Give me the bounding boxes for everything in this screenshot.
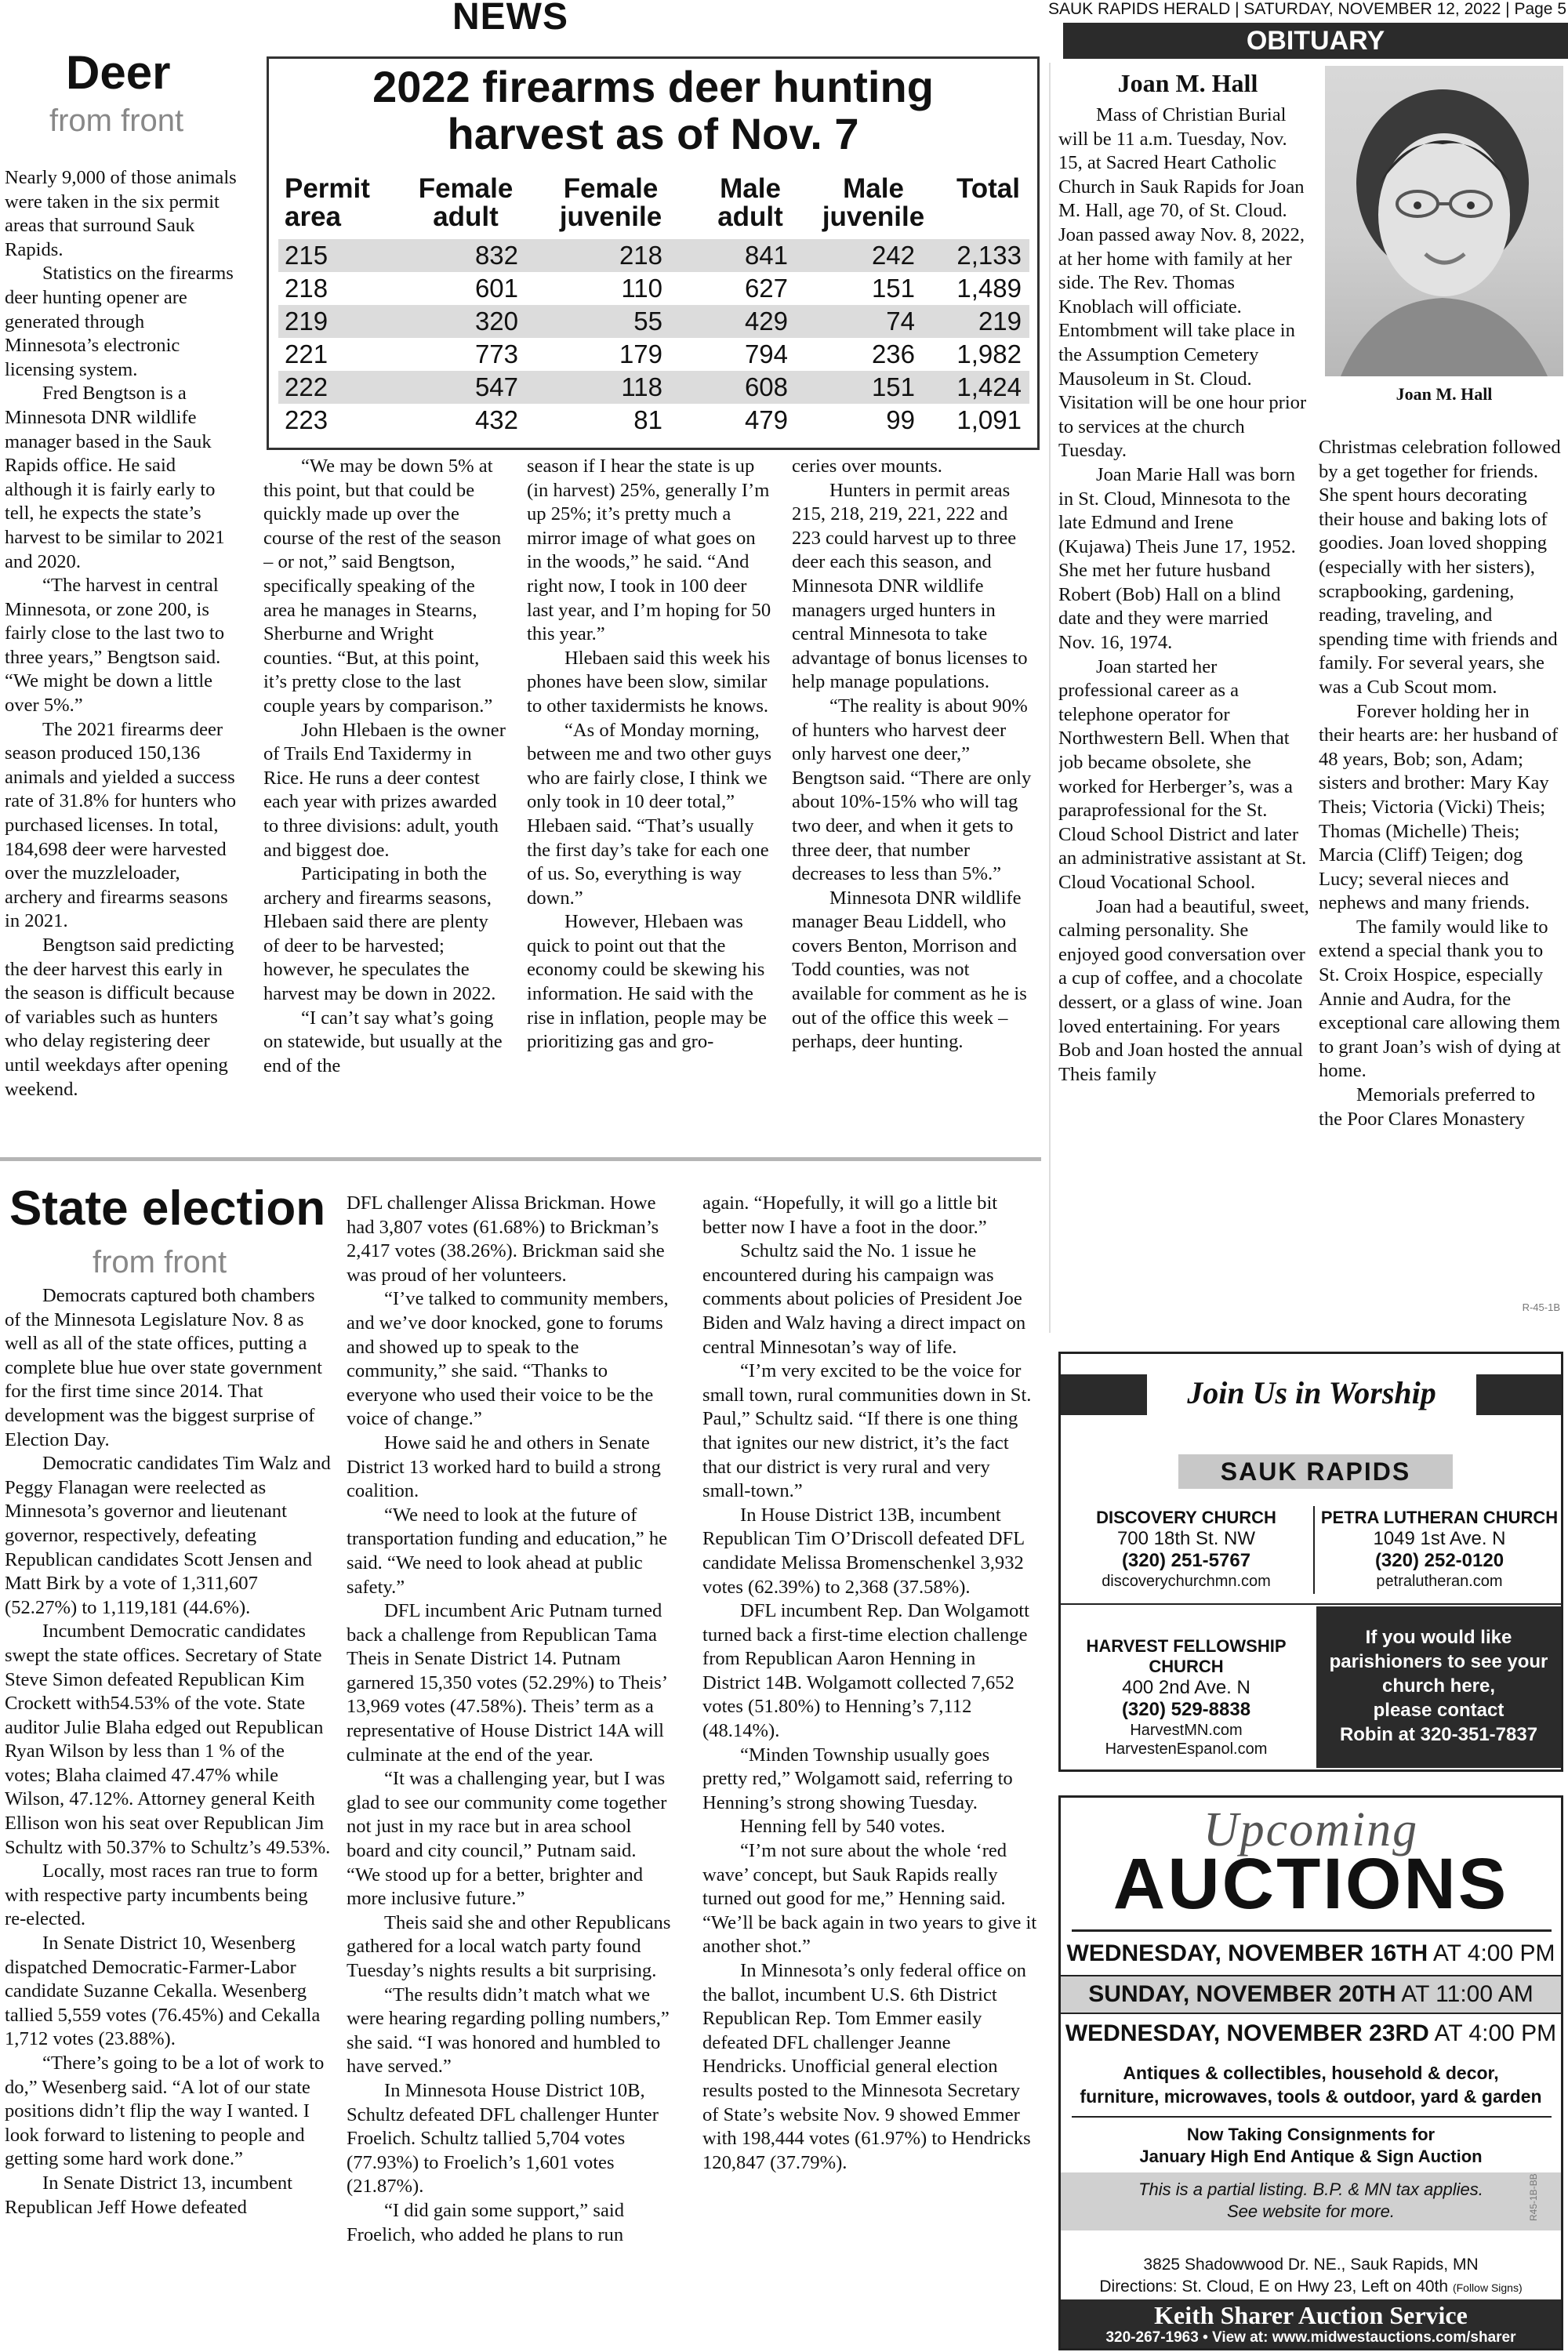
- worship-ad: [1058, 1352, 1563, 1772]
- photo-caption: Joan M. Hall: [1396, 384, 1493, 404]
- auction-day: WEDNESDAY, NOVEMBER 23RD: [1065, 2020, 1429, 2046]
- deer-column-2: [263, 455, 506, 1152]
- auction-footer: [1061, 2299, 1561, 2348]
- table-cell: 429: [744, 307, 788, 336]
- table-cell: 74: [886, 307, 915, 336]
- table-row: [278, 404, 1029, 437]
- table-cell: 794: [744, 339, 788, 368]
- table-cell: 773: [474, 339, 518, 368]
- paragraph: Nearly 9,000 of those animals were taken in the six permit areas that surround Sauk Rapids.: [5, 167, 237, 260]
- auction-script-title: Upcoming: [1203, 1803, 1419, 1857]
- paragraph: In Minnesota’s only federal office on the ballot, incumbent U.S. 6th District Republican Rep. Tom Emmer easily defeated DFL challenger Jeanne Hendricks. Unofficial general election results posted to the Minnesota Secretary of State’s website Nov. 9 showed Emmer with 198,444 votes (61.97%) to Hendricks 120,847 (37.79%).: [702, 1960, 1031, 2173]
- column-header: Female juvenile: [559, 173, 662, 232]
- paragraph: again. “Hopefully, it will go a little bit better now I have a foot in the door.”: [702, 1192, 998, 1238]
- follow-signs: (Follow Signs): [1452, 2281, 1523, 2294]
- auction-partial-note: [1061, 2172, 1561, 2230]
- promo-line: Robin at 320-351-7837: [1339, 1724, 1538, 1745]
- paragraph: “There’s going to be a lot of work to do,” Wesenberg said. “A lot of our state positions didn’t flip the way I wanted. I look forward to listening to people and getting some hard work done.”: [5, 2053, 325, 2170]
- paragraph: Fred Bengtson is a Minnesota DNR wildlife manager based in the Sauk Rapids office. He said although it is fairly early to tell, he expects the state’s harvest to be similar to 2021 and 2020.: [5, 383, 225, 572]
- table-cell: 215: [285, 241, 328, 270]
- paragraph: Democratic candidates Tim Walz and Peggy Flanagan were reelected as Minnesota’s governor and lieutenant governor, respectively, defeating Republican candidates Scott Jensen and Matt Birk by a vote of 1,311,607 (52.27%) to 1,119,181 (44.6%).: [5, 1453, 331, 1618]
- deer-column-1: [5, 166, 240, 1146]
- portrait-photo: [1325, 66, 1563, 376]
- obituary-column-1: [1058, 103, 1309, 1327]
- church-block[interactable]: [1061, 1508, 1312, 1591]
- paragraph: “I’m not sure about the whole ‘red wave’ concept, but Sauk Rapids really turned out good for me,” Henning said. “We’ll be back again in two years to give it another shot.”: [702, 1840, 1037, 1958]
- column-header: Male adult: [717, 173, 783, 232]
- table-cell: 151: [871, 372, 915, 401]
- paragraph: Democrats captured both chambers of the Minnesota Legislature Nov. 8 as well as all of the state offices, putting a complete blue hue over state government for the first time since 2014. That development was the biggest surprise of Election Day.: [5, 1285, 322, 1450]
- items-line: Antiques & collectibles, household & decor,: [1123, 2063, 1499, 2083]
- table-cell: 320: [474, 307, 518, 336]
- company-contact[interactable]: 320-267-1963 • View at: www.midwestauctions.com/sharer: [1105, 2329, 1516, 2346]
- church-address: 400 2nd Ave. N: [1122, 1677, 1250, 1698]
- table-cell: 222: [285, 372, 328, 401]
- table-cell: 236: [871, 339, 915, 368]
- horizontal-divider: [1061, 1603, 1561, 1605]
- promo-line: If you would like: [1365, 1627, 1512, 1648]
- auction-ad-code: R45-1B-BB: [1528, 2173, 1539, 2221]
- paragraph: DFL challenger Alissa Brickman. Howe had 3,807 votes (61.68%) to Brickman’s 2,417 votes (38.26%). Brickman said she was proud of her volunteers.: [347, 1192, 665, 1286]
- auction-directions: [1061, 2278, 1561, 2296]
- paragraph: “I did gain some support,” said Froelich, who added he plans to run: [347, 2199, 624, 2245]
- table-cell: 55: [633, 307, 662, 336]
- table-row: [278, 305, 1029, 338]
- section-divider: [0, 1157, 1041, 1161]
- auction-day: WEDNESDAY, NOVEMBER 16TH: [1066, 1940, 1428, 1966]
- church-name: DISCOVERY CHURCH: [1096, 1508, 1276, 1527]
- table-cell: 479: [744, 405, 788, 434]
- church-phone: (320) 251-5767: [1121, 1550, 1251, 1571]
- items-rule: [1072, 2116, 1552, 2118]
- paragraph: Henning fell by 540 votes.: [740, 1816, 946, 1838]
- paragraph: Joan started her professional career as a telephone operator for Northwestern Bell. When that job became obsolete, she worked for Herberger’s, was a paraprofessional for the St. Cloud School District and later an administrative assistant at St. Cloud Vocational School.: [1058, 655, 1307, 893]
- column-header: Female adult: [418, 173, 514, 232]
- table-cell: 1,489: [956, 274, 1022, 303]
- column-header: Permit area: [285, 173, 370, 232]
- obituary-column-2: [1319, 436, 1563, 1306]
- church-website[interactable]: discoverychurchmn.com: [1102, 1573, 1271, 1590]
- paragraph: “I’m very excited to be the voice for small town, rural communities down in St. Paul,” Schultz said. “If there is one thing that ignites our new district, it’s the fact that our district is very rural and very small-town.”: [702, 1360, 1032, 1502]
- directions-text: Directions: St. Cloud, E on Hwy 23, Left on 40th: [1099, 2278, 1449, 2296]
- deer-jump-label: from front: [49, 103, 184, 138]
- city-band: SAUK RAPIDS: [1178, 1454, 1453, 1489]
- paragraph: In Senate District 13, incumbent Republican Jeff Howe defeated: [5, 2172, 292, 2218]
- promo-line: parishioners to see your: [1329, 1651, 1548, 1672]
- paragraph: Schultz said the No. 1 issue he encountered during his campaign was comments about policies of President Joe Biden and Walz having a direct impact on central Minnesotan’s way of life.: [702, 1240, 1026, 1358]
- table-cell: 1,982: [956, 339, 1022, 368]
- paragraph: “I can’t say what’s going on statewide, but usually at the end of the: [263, 1007, 503, 1076]
- election-column-1: [5, 1284, 331, 2347]
- table-cell: 218: [285, 274, 328, 303]
- column-divider: [1049, 63, 1051, 1333]
- paragraph: In Senate District 10, Wesenberg dispatched Democratic-Farmer-Labor candidate Suzanne Cekalla. Wesenberg tallied 5,559 votes (76.45%) and Cekalla 1,712 votes (23.88%).: [5, 1933, 321, 2050]
- table-cell: 99: [886, 405, 915, 434]
- harvest-table: [267, 56, 1040, 450]
- obituary-label: OBITUARY: [1063, 23, 1568, 59]
- election-headline: State election: [9, 1181, 326, 1236]
- auction-date: [1061, 2016, 1561, 2052]
- column-header: Male juvenile: [822, 173, 925, 232]
- church-phone: (320) 529-8838: [1121, 1699, 1251, 1720]
- auction-date: [1061, 1936, 1561, 1972]
- table-cell: 81: [633, 405, 662, 434]
- table-cell: 179: [619, 339, 662, 368]
- table-cell: 841: [744, 241, 788, 270]
- table-cell: 223: [285, 405, 328, 434]
- paragraph: Participating in both the archery and firearms seasons, Hlebaen said there are plenty of deer to be harvested; however, he speculates the harvest may be down in 2022.: [263, 863, 496, 1005]
- promo-line: please contact: [1373, 1700, 1504, 1721]
- table-cell: 110: [621, 274, 662, 303]
- paragraph: DFL incumbent Aric Putnam turned back a challenge from Republican Tama Theis in Senate District 14. Putnam garnered 15,350 votes (52.29%) to Theis’ 13,969 votes (47.58%). Theis’ term as a representative of House District 14A will culminate at the end of the year.: [347, 1600, 667, 1766]
- paragraph: “As of Monday morning, between me and two other guys who are fairly close, I think we only took in 10 deer total,” Hlebaen said. “That’s usually the first day’s take for each one of us. So, everything is way down.”: [527, 719, 772, 909]
- paragraph: “It was a challenging year, but I was glad to see our community come together not just in my race but in area school board and city council,” Putnam said. “We stood up for a better, brighter and more inclusive future.”: [347, 1768, 667, 1910]
- consign-line: Now Taking Consignments for: [1186, 2125, 1436, 2144]
- harvest-table-title: [269, 64, 1037, 158]
- paragraph: Bengtson said predicting the deer harvest this early in the season is difficult because of variables such as hunters who delay registering deer until weekdays after opening weekend.: [5, 935, 235, 1100]
- deer-column-4: [792, 455, 1040, 1152]
- deer-headline: Deer: [66, 46, 171, 99]
- auction-title: AUCTIONS: [1112, 1844, 1509, 1924]
- paragraph: The 2021 firearms deer season produced 150,136 animals and yielded a success rate of 31.8% for hunters who purchased licenses. In total, 184,698 deer were harvested over the muzzleloader, archery and firearms seasons in 2021.: [5, 718, 237, 932]
- paragraph: Hunters in permit areas 215, 218, 219, 221, 222 and 223 could harvest up to three deer each this season, and Minnesota DNR wildlife managers urged hunters in central Minnesota to take advantage of bonus licenses to help manage populations.: [792, 479, 1028, 693]
- company-name: Keith Sharer Auction Service: [1154, 2301, 1468, 2329]
- auction-day: SUNDAY, NOVEMBER 20TH: [1088, 1981, 1396, 2007]
- table-row: [278, 338, 1029, 371]
- table-cell: 432: [474, 405, 518, 434]
- church-website[interactable]: HarvestMN.com: [1130, 1722, 1243, 1739]
- table-cell: 219: [285, 307, 328, 336]
- auction-address: 3825 Shadowwood Dr. NE., Sauk Rapids, MN: [1143, 2256, 1479, 2274]
- paragraph: Hlebaen said this week his phones have been slow, similar to other taxidermists he knows.: [527, 647, 771, 717]
- paragraph: “The reality is about 90% of hunters who harvest deer only harvest one deer,” Bengtson said. “There are only about 10%-15% who will tag two deer, and when it gets to three deer, that number decreases to less than 5%.”: [792, 695, 1032, 885]
- table-row: [278, 371, 1029, 404]
- paragraph: The family would like to extend a special thank you to St. Croix Hospice, especially Annie and Audra, for the exceptional care allowing them to grant Joan’s wish of dying at home.: [1319, 916, 1561, 1082]
- table-cell: 151: [871, 274, 915, 303]
- paragraph: In House District 13B, incumbent Republican Tim O’Driscoll defeated DFL candidate Melissa Bromenschenkel 3,932 votes (62.39%) to 2,368 (37.58%).: [702, 1504, 1025, 1598]
- church-website[interactable]: petralutheran.com: [1376, 1573, 1503, 1590]
- table-header: [269, 175, 1037, 234]
- paragraph: “I’ve talked to community members, and we’ve door knocked, gone to forums and showed up to speak to the community,” she said. “Thanks to everyone who used their voice to be the voice of change.”: [347, 1288, 669, 1430]
- table-cell: 1,424: [956, 372, 1022, 401]
- paragraph: season if I hear the state is up (in harvest) 25%, generally I’m up 25%; it’s pretty much a mirror image of what goes on in the woods,” he said. “And right now, I took in 100 deer last year, and I’m hoping for 50 this year.”: [527, 456, 771, 645]
- auction-date: [1061, 1975, 1561, 2014]
- church-address: 700 18th St. NW: [1116, 1528, 1256, 1549]
- church-block[interactable]: [1061, 1636, 1312, 1759]
- paragraph: Locally, most races ran true to form with respective party incumbents being re-elected.: [5, 1860, 318, 1930]
- table-cell: 118: [621, 372, 662, 401]
- church-website[interactable]: HarvestenEspanol.com: [1105, 1740, 1268, 1758]
- section-label: NEWS: [452, 0, 568, 38]
- election-column-3: [702, 1192, 1038, 2347]
- table-cell: 601: [474, 274, 518, 303]
- promo-line: church here,: [1381, 1675, 1496, 1697]
- paragraph: Statistics on the firearms deer hunting opener are generated through Minnesota’s electronic licensing system.: [5, 263, 234, 380]
- table-cell: 242: [871, 241, 915, 270]
- vertical-divider: [1313, 1506, 1315, 1594]
- consign-line: January High End Antique & Sign Auction: [1139, 2147, 1483, 2166]
- table-cell: 1,091: [956, 405, 1022, 434]
- paragraph: Minnesota DNR wildlife manager Beau Liddell, who covers Benton, Morrison and Todd counties, was not available for comment as he is out of the office this week – perhaps, deer hunting.: [792, 887, 1027, 1053]
- title-rule: [1072, 1929, 1552, 1932]
- ad-code: R-45-1B: [1522, 1301, 1560, 1313]
- auction-consign: [1061, 2124, 1561, 2168]
- paragraph: However, Hlebaen was quick to point out that the economy could be skewing his information. He said with the rise in inflation, people may be prioritizing gas and gro-: [527, 911, 767, 1053]
- table-cell: 2,133: [956, 241, 1022, 270]
- church-address: 1049 1st Ave. N: [1373, 1528, 1506, 1549]
- election-column-2: [347, 1192, 673, 2347]
- table-cell: 627: [744, 274, 788, 303]
- table-cell: 608: [744, 372, 788, 401]
- auction-ad: [1058, 1795, 1563, 2350]
- deer-column-3: [527, 455, 775, 1152]
- table-row: [278, 272, 1029, 305]
- paragraph: DFL incumbent Rep. Dan Wolgamott turned back a first-time election challenge from Republican Aaron Henning in District 14B. Wolgamott collected 7,652 votes (51.80%) to Henning’s 7,112 (48.14%).: [702, 1600, 1029, 1742]
- paragraph: Theis said she and other Republicans gathered for a local watch party found Tuesday’s nights results a bit surprising.: [347, 1911, 671, 1981]
- column-header: Total: [956, 173, 1020, 204]
- note-line: This is a partial listing. B.P. & MN tax applies.: [1138, 2180, 1483, 2199]
- title-line: harvest as of Nov. 7: [447, 109, 859, 158]
- note-line: See website for more.: [1227, 2201, 1395, 2221]
- items-line: furniture, microwaves, tools & outdoor, yard & garden: [1080, 2086, 1542, 2107]
- table-cell: 219: [978, 307, 1022, 336]
- worship-promo: [1316, 1606, 1561, 1768]
- table-cell: 221: [285, 339, 328, 368]
- paragraph: Howe said he and others in Senate District 13 worked hard to build a strong coalition.: [347, 1432, 661, 1502]
- portrait-drawing: [1325, 66, 1563, 376]
- church-name: PETRA LUTHERAN CHURCH: [1320, 1508, 1559, 1527]
- obituary-name: Joan M. Hall: [1117, 69, 1258, 97]
- paragraph: “We need to look at the future of transportation funding and education,” he said. “We need to look ahead at public safety.”: [347, 1504, 668, 1598]
- title-line: 2022 firearms deer hunting: [372, 62, 934, 111]
- worship-title: Join Us in Worship: [1147, 1368, 1476, 1418]
- table-cell: 218: [619, 241, 662, 270]
- auction-time: AT 4:00 PM: [1434, 2020, 1557, 2046]
- paragraph: Forever holding her in their hearts are: her husband of 48 years, Bob; son, Adam; sisters and brother: Mary Kay Theis; Victoria (Vicki) Theis; Thomas (Michelle) Theis; Marcia (Cliff) Teigen; dog Lucy; several nieces and nephews and many friends.: [1319, 700, 1559, 914]
- table-cell: 547: [474, 372, 518, 401]
- paragraph: “The results didn’t match what we were hearing regarding polling numbers,” she said. “I was honored and humbled to have served.”: [347, 1984, 670, 2078]
- paragraph: Joan had a beautiful, sweet, calming personality. She enjoyed good conversation over a cup of coffee, and a chocolate dessert, or a glass of wine. Joan loved entertaining. For years Bob and Joan hosted the annual Theis family: [1058, 895, 1309, 1085]
- paragraph: “Minden Township usually goes pretty red,” Wolgamott said, referring to Henning’s strong showing Tuesday.: [702, 1744, 1013, 1813]
- auction-time: AT 11:00 AM: [1401, 1981, 1534, 2007]
- auction-time: AT 4:00 PM: [1432, 1940, 1555, 1966]
- election-jump-label: from front: [93, 1245, 227, 1279]
- paragraph: ceries over mounts.: [792, 456, 942, 477]
- table-cell: 832: [474, 241, 518, 270]
- church-name: HARVEST FELLOWSHIP CHURCH: [1086, 1636, 1287, 1676]
- paragraph: Mass of Christian Burial will be 11 a.m. Tuesday, Nov. 15, at Sacred Heart Catholic Church in Sauk Rapids for Joan M. Hall, age 70, of St. Cloud. Joan passed away Nov. 8, 2022, at her home with family at her side. The Rev. Thomas Knoblach will officiate. Entombment will take place in the Assumption Cemetery Mausoleum in St. Cloud. Visitation will be one hour prior to services at the church Tuesday.: [1058, 104, 1307, 462]
- paragraph: Memorials preferred to the Poor Clares Monastery: [1319, 1084, 1536, 1130]
- paragraph: “We may be down 5% at this point, but that could be quickly made up over the course of the rest of the season – or not,” said Bengtson, specifically speaking of the area he manages in Stearns, Sherburne and Wright counties. “But, at this point, it’s pretty close to the last couple years by comparison.”: [263, 456, 502, 717]
- paragraph: John Hlebaen is the owner of Trails End Taxidermy in Rice. He runs a deer contest each year with prizes awarded to three divisions: adult, youth and biggest doe.: [263, 719, 506, 861]
- paragraph: Christmas celebration followed by a get together for friends. She spent hours decorating their house and baking lots of goodies. Joan loved shopping (especially with her sisters), scrapbooking, gardening, reading, traveling, and spending time with friends and family. For several years, she was a Cub Scout mom.: [1319, 437, 1561, 698]
- table-body: [278, 239, 1029, 437]
- table-row: [278, 239, 1029, 272]
- paragraph: Incumbent Democratic candidates swept the state offices. Secretary of State Steve Simon defeated Republican Kim Crockett with54.53% of the vote. State auditor Julie Blaha edged out Republican Ryan Wilson by less than 1 % of the votes; Blaha claimed 47.47% while Wilson, 47.12%. Attorney general Keith Ellison won his seat over Republican Jim Schultz with 50.37% to Schultz’s 49.53%.: [5, 1621, 331, 1858]
- paragraph: In Minnesota House District 10B, Schultz defeated DFL challenger Hunter Froelich. Schultz tallied 5,704 votes (77.93%) to Froelich’s 1,601 votes (21.87%).: [347, 2079, 659, 2198]
- masthead: SAUK RAPIDS HERALD | SATURDAY, NOVEMBER 12, 2022 | Page 5: [1048, 0, 1566, 18]
- paragraph: Joan Marie Hall was born in St. Cloud, Minnesota to the late Edmund and Irene (Kujawa) Theis June 17, 1952. She met her future husband Robert (Bob) Hall on a blind date and they were married Nov. 16, 1974.: [1058, 463, 1296, 654]
- paragraph: “The harvest in central Minnesota, or zone 200, is fairly close to the last two to three years,” Bengtson said. “We might be down a little over 5%.”: [5, 575, 225, 717]
- church-phone: (320) 252-0120: [1374, 1550, 1504, 1571]
- church-block[interactable]: [1315, 1508, 1564, 1591]
- auction-items: [1061, 2061, 1561, 2108]
